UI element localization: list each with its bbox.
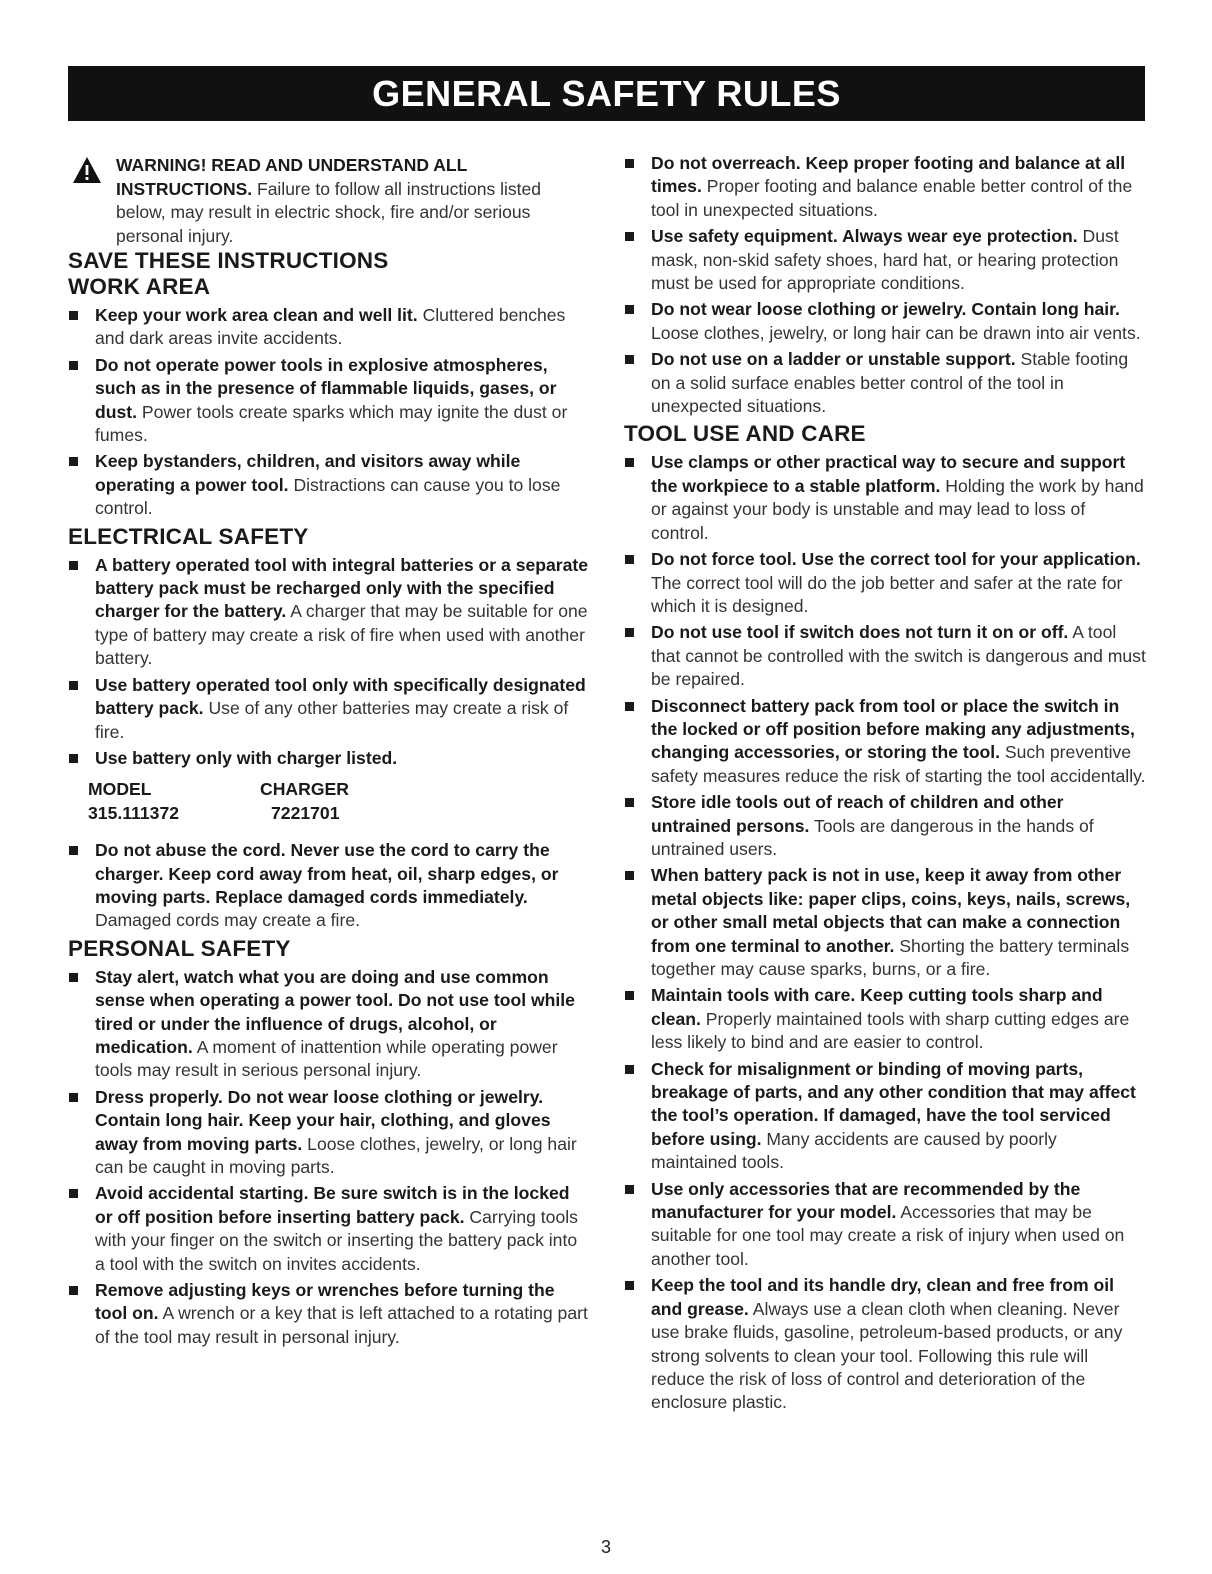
left-column — [68, 152, 590, 1352]
list-item — [624, 695, 1146, 789]
work-area-heading: WORK AREA — [68, 274, 211, 299]
warning-triangle-icon — [72, 156, 102, 184]
warning-text: Failure to follow all instructions listed below, may result in electric shock, fire and/or serious personal injury. — [116, 178, 542, 246]
model-charger-table — [88, 778, 590, 825]
list-item — [68, 839, 590, 933]
rule-bold: Dress properly. Do not wear loose clothing or jewelry. Contain long hair. Keep your hair, clothing, and gloves away from moving parts. — [95, 1086, 551, 1154]
save-instructions-heading: SAVE THESE INSTRUCTIONS — [68, 248, 389, 273]
model-header: MODEL — [88, 779, 152, 800]
rule-text: Power tools create sparks which may ignite the dust or fumes. — [95, 401, 568, 446]
tool-use-list — [624, 451, 1146, 1414]
rule-text: Loose clothes, jewelry, or long hair can be caught in moving parts. — [95, 1133, 577, 1177]
rule-text: Distractions can cause you to lose control. — [95, 474, 561, 519]
list-item — [624, 348, 1146, 418]
personal-safety-heading: PERSONAL SAFETY — [68, 935, 291, 961]
rule-text: Use of any other batteries may create a risk of fire. — [95, 698, 569, 742]
list-item — [624, 984, 1146, 1054]
rule-text: Damaged cords may create a fire. — [95, 910, 360, 931]
rule-bold: Maintain tools with care. Keep cutting tools sharp and clean. — [651, 985, 1103, 1029]
rule-text: Accessories that may be suitable for one tool may create a risk of injury when used on another tool. — [651, 1202, 1125, 1269]
rule-text: A moment of inattention while operating power tools may result in serious personal injury. — [95, 1036, 558, 1081]
rule-bold: Store idle tools out of reach of children and other untrained persons. — [651, 792, 1064, 836]
table-header-row — [88, 778, 590, 801]
rule-text: Shorting the battery terminals together may cause sparks, burns, or a fire. — [651, 935, 1130, 979]
list-item — [68, 674, 590, 744]
model-value: 315.111372 — [88, 802, 180, 823]
rule-text: Stable footing on a solid surface enables better control of the tool in unexpected situations. — [651, 349, 1129, 417]
list-item — [624, 1178, 1146, 1272]
list-item — [68, 554, 590, 671]
electrical-list — [68, 554, 590, 771]
list-item — [68, 354, 590, 448]
rule-text: Always use a clean cloth when cleaning. Never use brake fluids, gasoline, petroleum-based products, or any strong solvents to clean your tool. Following this rule will reduce the risk of loss of control and deterioration of the enclosure plastic. — [651, 1298, 1123, 1413]
rule-bold: Do not use on a ladder or unstable support. — [651, 349, 1016, 370]
list-item — [68, 747, 590, 770]
rule-text: Cluttered benches and dark areas invite accidents. — [95, 305, 566, 349]
rule-text: A wrench or a key that is left attached to a rotating part of the tool may result in personal injury. — [95, 1303, 588, 1347]
rule-bold: Keep your work area clean and well lit. — [95, 305, 418, 325]
rule-bold: Do not use tool if switch does not turn it on or off. — [651, 622, 1069, 643]
list-item — [624, 864, 1146, 981]
list-item — [68, 1086, 590, 1180]
rule-text: Properly maintained tools with sharp cutting edges are less likely to bind and are easier to control. — [651, 1008, 1130, 1053]
rule-bold: Disconnect battery pack from tool or place the switch in the locked or off position before making any adjustments, changing accessories, or storing the tool. — [651, 695, 1135, 763]
rule-text: Such preventive safety measures reduce the risk of starting the tool accidentally. — [651, 742, 1146, 786]
rule-bold: Use safety equipment. Always wear eye protection. — [651, 226, 1078, 247]
list-item — [624, 298, 1146, 345]
rule-bold: Use battery only with charger listed. — [95, 747, 398, 768]
list-item — [68, 966, 590, 1083]
rule-bold: Do not force tool. Use the correct tool for your application. — [651, 549, 1141, 570]
list-item — [68, 1279, 590, 1349]
work-area-list — [68, 304, 590, 521]
list-item — [624, 1058, 1146, 1175]
rule-text: A charger that may be suitable for one type of battery may create a risk of fire when used with another battery. — [95, 601, 588, 669]
list-item — [624, 152, 1146, 222]
rule-bold: Remove adjusting keys or wrenches before turning the tool on. — [95, 1280, 555, 1324]
rule-bold: Keep the tool and its handle dry, clean and free from oil and grease. — [651, 1275, 1115, 1319]
list-item — [624, 791, 1146, 861]
rule-bold: A battery operated tool with integral batteries or a separate battery pack must be recharged only with the specified charger for the battery. — [95, 554, 589, 622]
list-item — [624, 1274, 1146, 1414]
list-item — [68, 1182, 590, 1276]
list-item — [624, 225, 1146, 295]
rule-text: Tools are dangerous in the hands of untrained users. — [651, 815, 1094, 859]
rule-bold: Use battery operated tool only with specifically designated battery pack. — [95, 674, 586, 719]
rule-bold: Use clamps or other practical way to secure and support the workpiece to a stable platform. — [651, 452, 1126, 496]
rule-text: Many accidents are caused by poorly maintained tools. — [651, 1128, 1057, 1173]
rule-bold: Avoid accidental starting. Be sure switch is in the locked or off position before inserting battery pack. — [95, 1183, 570, 1227]
rule-text: A tool that cannot be controlled with the switch is dangerous and must be repaired. — [651, 622, 1146, 690]
rule-text: Dust mask, non-skid safety shoes, hard hat, or hearing protection must be used for appropriate conditions. — [651, 226, 1119, 294]
charger-value: 7221701 — [271, 802, 340, 823]
list-item — [624, 548, 1146, 618]
electrical-list-continued — [68, 839, 590, 933]
rule-bold: Do not abuse the cord. Never use the cord to carry the charger. Keep cord away from heat, oil, sharp edges, or moving parts. Replace damaged cords immediately. — [95, 840, 559, 907]
warning-block — [68, 154, 590, 248]
rule-bold: Do not overreach. Keep proper footing and balance at all times. — [651, 153, 1126, 197]
rule-text: Holding the work by hand or against your body is unstable and may lead to loss of control. — [651, 475, 1144, 543]
page-title: GENERAL SAFETY RULES — [372, 73, 841, 114]
rule-bold: Use only accessories that are recommended by the manufacturer for your model. — [651, 1178, 1081, 1223]
rule-text: Proper footing and balance enable better control of the tool in unexpected situations. — [651, 176, 1133, 220]
list-item — [68, 450, 590, 520]
rule-bold: Do not wear loose clothing or jewelry. Contain long hair. — [651, 299, 1120, 320]
list-item — [624, 621, 1146, 691]
tool-use-heading: TOOL USE AND CARE — [624, 421, 866, 447]
rule-bold: Stay alert, watch what you are doing and use common sense when operating a power tool. Do not use tool while tired or under the influence of drugs, alcohol, or medication. — [95, 966, 575, 1057]
personal-list — [68, 966, 590, 1350]
electrical-safety-heading: ELECTRICAL SAFETY — [68, 523, 309, 549]
page-number: 3 — [600, 1537, 611, 1557]
list-item — [624, 451, 1146, 545]
rule-bold: Check for misalignment or binding of moving parts, breakage of parts, and any other condition that may affect the tool’s operation. If damaged, have the tool serviced before using. — [651, 1058, 1136, 1149]
table-row — [88, 802, 590, 825]
rule-bold: Do not operate power tools in explosive atmospheres, such as in the presence of flammable liquids, gases, or dust. — [95, 354, 557, 422]
rule-bold: Keep bystanders, children, and visitors away while operating a power tool. — [95, 451, 521, 495]
rule-bold: When battery pack is not in use, keep it away from other metal objects like: paper clips, coins, keys, nails, screws, or other small metal objects that can make a connection from one terminal to another. — [651, 865, 1131, 956]
charger-header: CHARGER — [260, 779, 349, 800]
warning-lead: WARNING! READ AND UNDERSTAND ALL INSTRUCTIONS. — [116, 155, 467, 199]
rule-text: Loose clothes, jewelry, or long hair can be drawn into air vents. — [651, 322, 1141, 343]
page-title-banner — [68, 66, 1145, 121]
personal-list-continued — [624, 152, 1146, 418]
right-column — [624, 152, 1146, 1418]
rule-text: Carrying tools with your finger on the switch or inserting the battery pack into a tool with the switch on invites accidents. — [95, 1206, 578, 1274]
list-item — [68, 304, 590, 351]
rule-text: The correct tool will do the job better and safer at the rate for which it is designed. — [651, 572, 1123, 616]
